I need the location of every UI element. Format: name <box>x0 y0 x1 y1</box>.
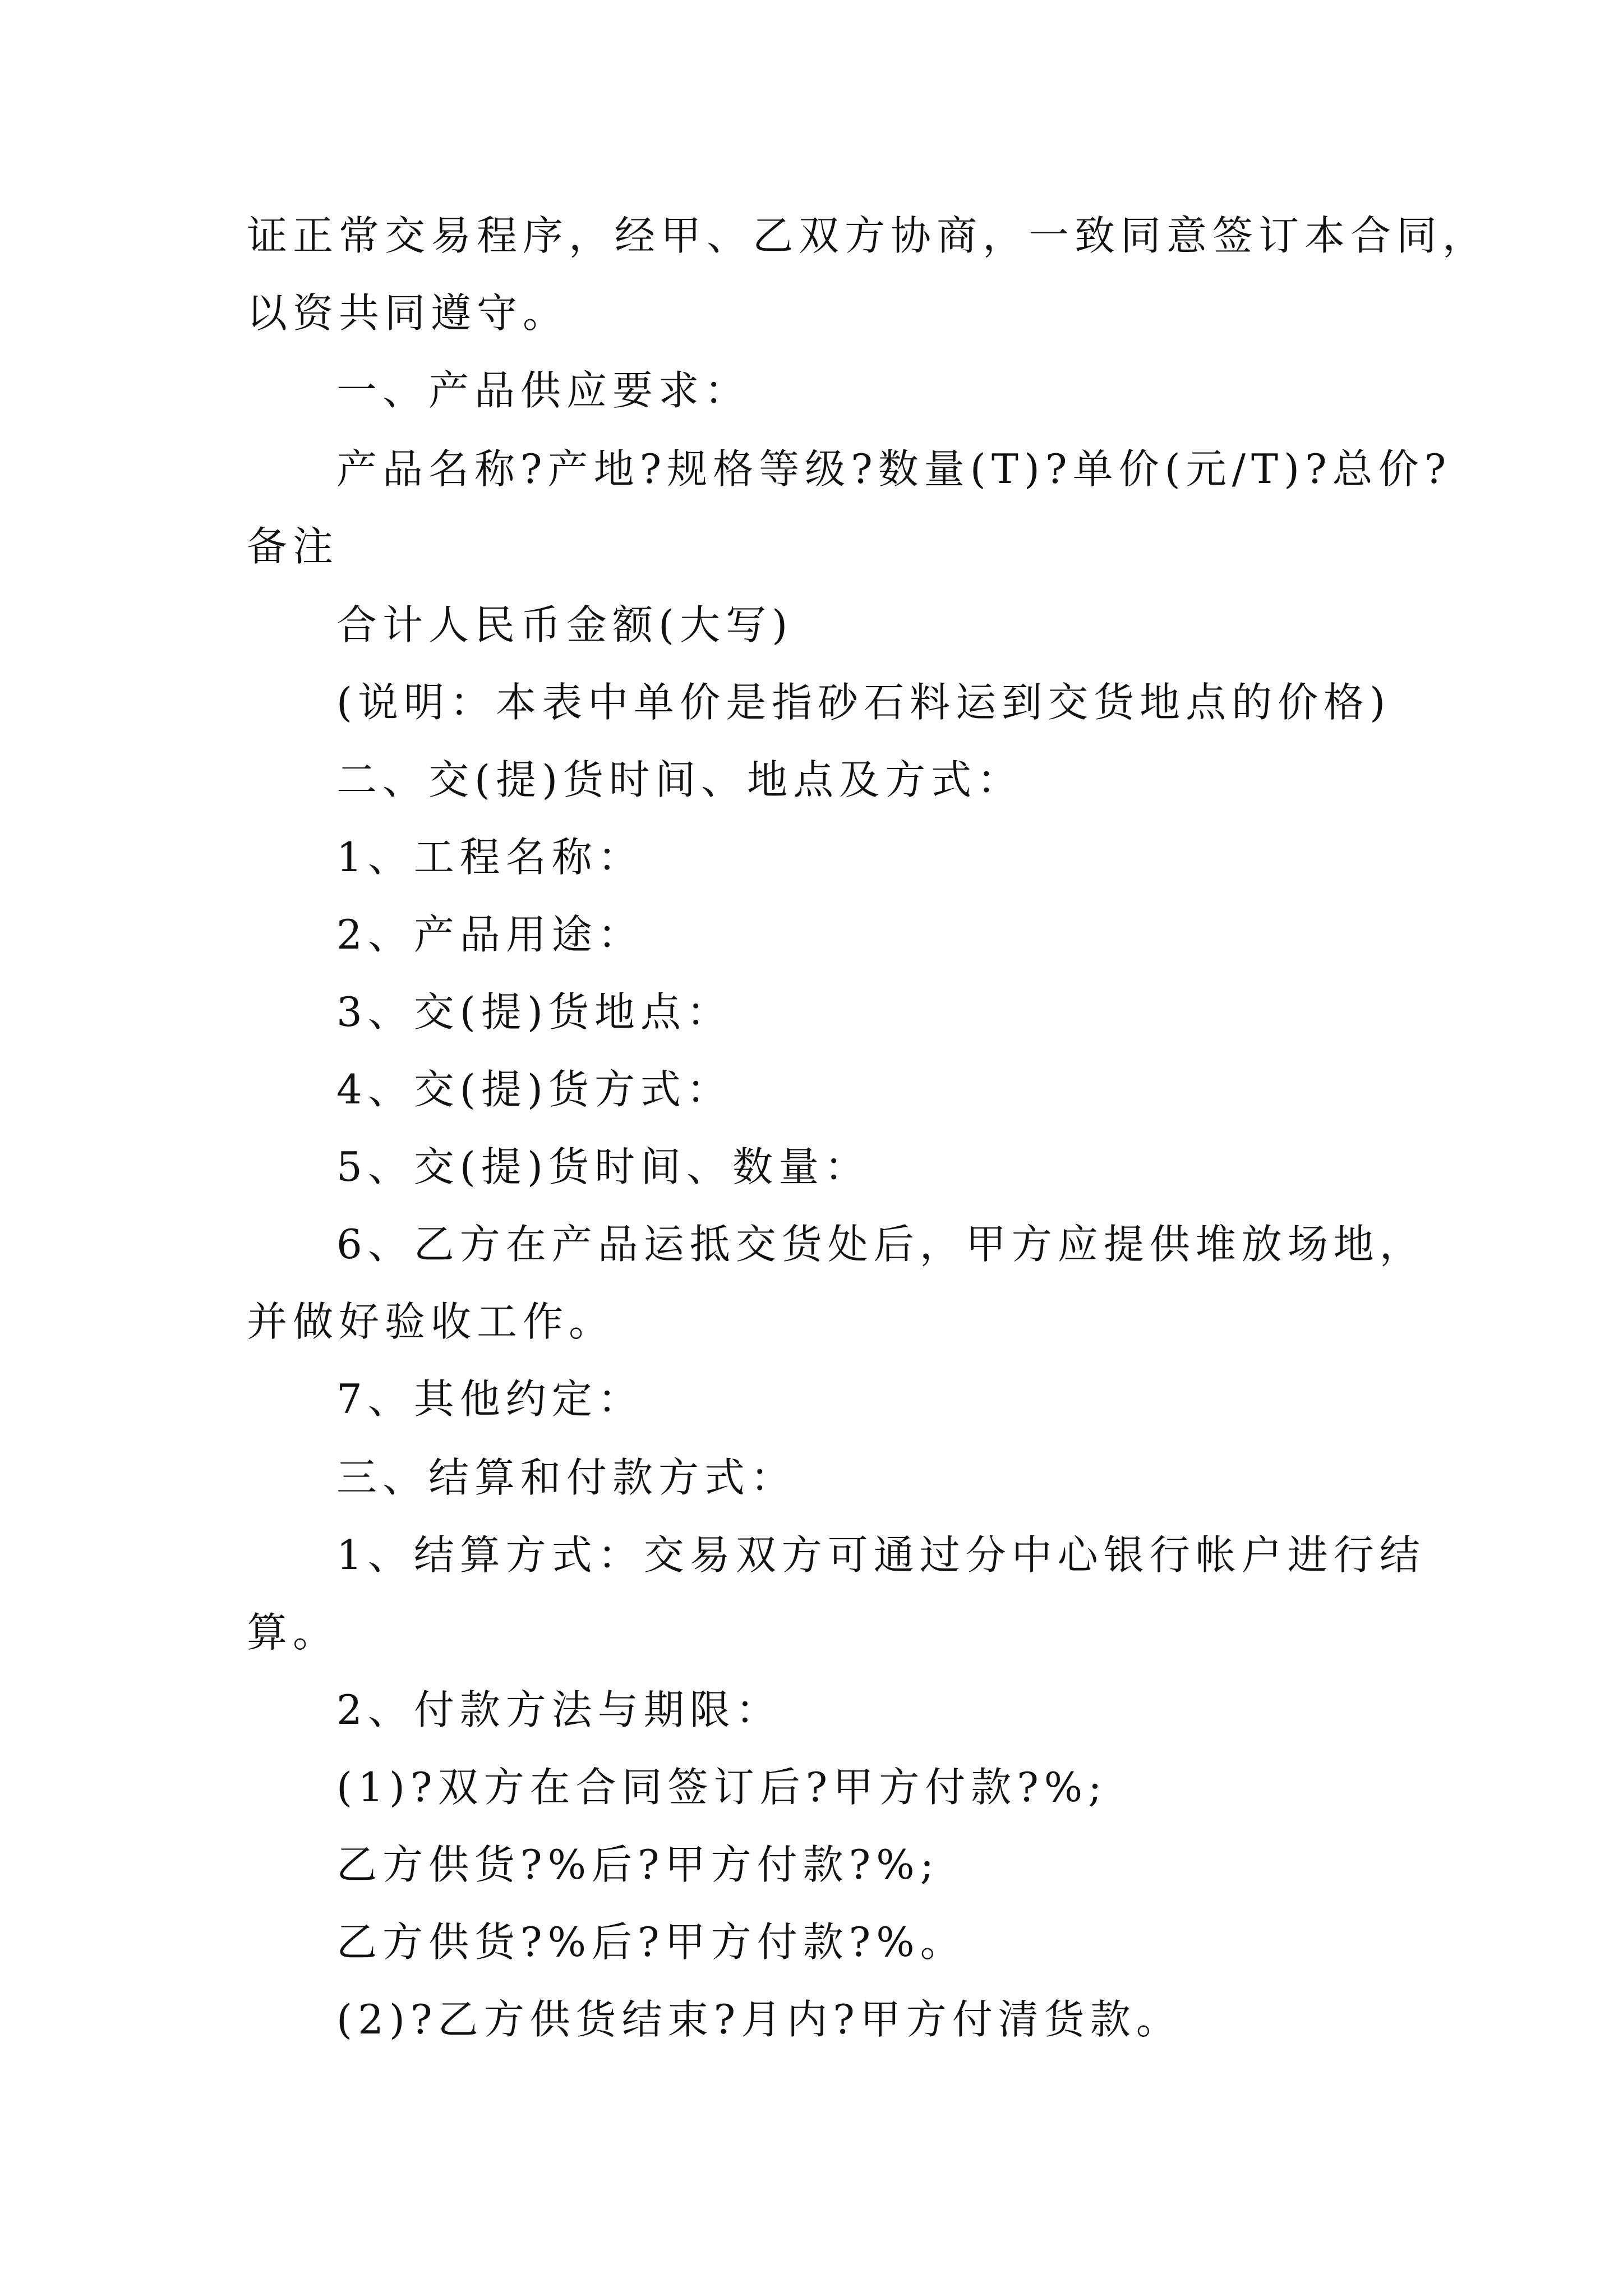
text-line-15: 并做好验收工作。 <box>247 1298 615 1345</box>
text-line-16: 7、其他约定： <box>336 1375 644 1423</box>
text-line-2: 以资共同遵守。 <box>247 289 569 337</box>
text-line-18: 1、结算方式：交易双方可通过分中心银行帐户进行结 <box>336 1531 1426 1579</box>
text-line-6: 合计人民币金额(大写) <box>336 601 794 648</box>
text-line-4: 产品名称?产地?规格等级?数量(T)?单价(元/T)?总价? <box>336 445 1452 493</box>
text-line-11: 3、交(提)货地点： <box>336 988 732 1036</box>
text-line-24: (2)?乙方供货结束?月内?甲方付清货款。 <box>336 1996 1182 2043</box>
text-line-3: 一、产品供应要求： <box>336 367 751 414</box>
text-line-14: 6、乙方在产品运抵交货处后，甲方应提供堆放场地， <box>336 1221 1426 1268</box>
text-line-7: (说明：本表中单价是指砂石料运到交货地点的价格) <box>336 679 1391 726</box>
text-line-8: 二、交(提)货时间、地点及方式： <box>336 756 1023 803</box>
text-line-5: 备注 <box>247 523 339 570</box>
text-line-20: 2、付款方法与期限： <box>336 1686 782 1733</box>
text-line-19: 算。 <box>247 1609 339 1656</box>
text-line-12: 4、交(提)货方式： <box>336 1066 732 1113</box>
text-line-22: 乙方供货?%后?甲方付款?%; <box>336 1841 939 1888</box>
text-line-21: (1)?双方在合同签订后?甲方付款?%; <box>336 1764 1108 1811</box>
text-line-23: 乙方供货?%后?甲方付款?%。 <box>336 1918 966 1966</box>
text-line-9: 1、工程名称： <box>336 834 644 881</box>
text-line-1: 证正常交易程序，经甲、乙双方协商，一致同意签订本合同， <box>247 212 1489 259</box>
text-line-13: 5、交(提)货时间、数量： <box>336 1143 870 1190</box>
text-line-10: 2、产品用途： <box>336 911 644 958</box>
text-line-17: 三、结算和付款方式： <box>336 1454 797 1501</box>
